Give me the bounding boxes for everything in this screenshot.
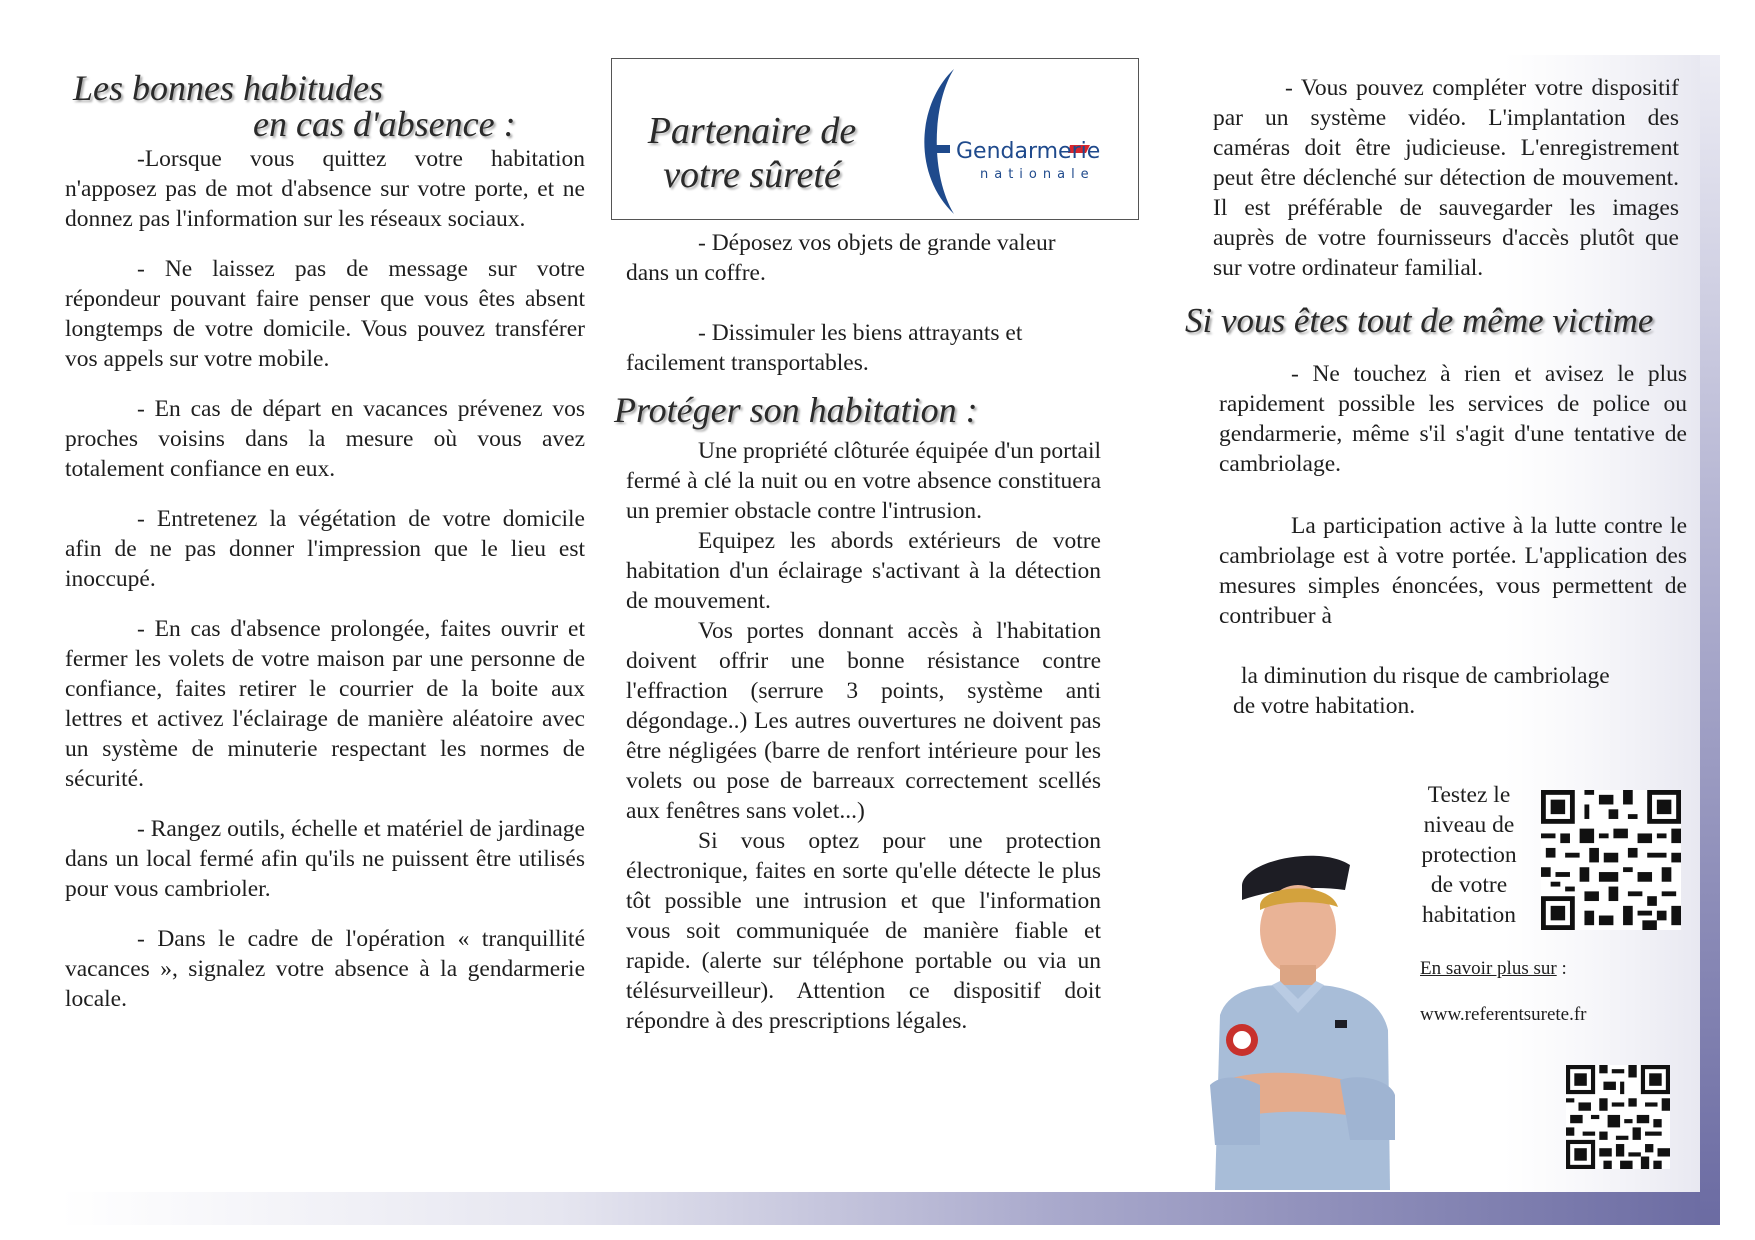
test-line-3: protection [1421, 842, 1517, 868]
bottom-gradient-strip [60, 1192, 1720, 1225]
partner-banner [611, 58, 1139, 220]
test-line-5: habitation [1422, 902, 1516, 928]
paragraph-victim: - Ne touchez à rien et avisez le plus rapidement possible les services de police ou gendarmerie, même s'il s'agit d'une tentative de cambriolage. [1219, 361, 1687, 477]
heading-line-2: en cas d'absence : [253, 104, 516, 144]
paragraph-lighting: Equipez les abords extérieurs de votre habitation d'un éclairage s'activant à la détection de mouvement. [626, 528, 1101, 614]
paragraph-doors: Vos portes donnant accès à l'habitation doivent offrir une bonne résistance contre l'effraction (serrure 3 points, système anti dégondage..) Les autres ouvertures ne doivent pas être négligées (barre de renfort intérieure pour les volets ou pose de barreaux correctement scellés aux fenêtres sans volet...) [626, 618, 1101, 824]
more-info-colon: : [1556, 958, 1567, 979]
test-line-4: de votre [1430, 872, 1508, 898]
qr-code-website-icon[interactable] [1566, 1065, 1670, 1169]
website-url[interactable]: www.referentsurete.fr [1420, 1004, 1587, 1025]
heading-victim: Si vous êtes tout de même victime [1185, 301, 1654, 340]
paragraph-vegetation: - Entretenez la végétation de votre domicile afin de ne pas donner l'impression que le lieu est inoccupé. [65, 506, 585, 592]
diminution-line-2: de votre habitation. [1233, 693, 1416, 719]
paragraph-answering-machine: - Ne laissez pas de message sur votre répondeur pouvant faire penser que vous êtes absent longtemps de votre domicile. Vous pouvez transférer vos appels sur votre mobile. [65, 256, 585, 372]
paragraph-safe: - Déposez vos objets de grande valeur dans un coffre. [626, 230, 1056, 286]
logo-word: Gendarmerie [956, 139, 1101, 164]
heading-protect-home: Protéger son habitation : [614, 390, 978, 430]
paragraph-neighbours: - En cas de départ en vacances prévenez vos proches voisins dans la mesure où vous avez totalement confiance en eux. [65, 396, 585, 482]
diminution-line-1: la diminution du risque de cambriolage [1241, 663, 1610, 689]
gendarme-portrait-icon [1200, 845, 1400, 1190]
partner-title [632, 109, 872, 197]
paragraph-hide-goods: - Dissimuler les biens attrayants et facilement transportables. [626, 320, 1023, 376]
column-middle [614, 228, 1101, 1036]
paragraph-prolonged-absence: - En cas d'absence prolongée, faites ouvrir et fermer les volets de votre maison par une personne de confiance, faites retirer le courrier de la boite aux lettres et activez l'éclairage de manière aléatoire avec un système de minuterie respectant les normes de sécurité. [65, 616, 585, 792]
right-gradient-strip [1700, 55, 1720, 1225]
heading-line-1: Les bonnes habitudes [73, 68, 383, 108]
paragraph-video: - Vous pouvez compléter votre dispositif par un système vidéo. L'implantation des caméras doit être judicieuse. L'enregistrement peut être déclenché sur détection de mouvement. Il est préférable de sauvegarder les images auprès de votre fournisseurs d'accès plutôt que sur votre ordinateur familial. [1213, 75, 1679, 281]
logo-subword: nationale [980, 167, 1095, 182]
partner-title-line-2: votre sûreté [663, 154, 841, 196]
qr-code-test-icon[interactable] [1540, 790, 1682, 930]
test-protection-text [1404, 780, 1534, 930]
partner-title-line-1: Partenaire de [647, 110, 857, 152]
column-left [65, 70, 585, 1014]
paragraph-fenced-property: Une propriété clôturée équipée d'un portail fermé à clé la nuit ou en votre absence constituera un premier obstacle contre l'intrusion. [626, 438, 1101, 524]
paragraph-tools: - Rangez outils, échelle et matériel de jardinage dans un local fermé afin qu'ils ne puissent être utilisés pour vous cambrioler. [65, 816, 585, 902]
paragraph-absence-notice: -Lorsque vous quittez votre habitation n'apposez pas de mot d'absence sur votre porte, et ne donnez pas l'information sur les réseaux sociaux. [65, 146, 585, 232]
paragraph-electronic-protection: Si vous optez pour une protection électronique, faites en sorte qu'elle détecte le plus tôt possible une intrusion et que l'information vous soit communiquée de manière fiable et rapide. (alerte sur téléphone portable ou via un télésurveilleur). Attention ce dispositif doit répondre à des prescriptions légales. [626, 828, 1101, 1034]
paragraph-operation-vacances: - Dans le cadre de l'opération « tranquillité vacances », signalez votre absence à la gendarmerie locale. [65, 926, 585, 1012]
paragraph-participation: La participation active à la lutte contre le cambriolage est à votre portée. L'application des mesures simples énoncées, vous permettent de contribuer à [1219, 513, 1687, 629]
more-info-link-label[interactable]: En savoir plus sur [1420, 958, 1557, 979]
test-line-1: Testez le [1427, 782, 1511, 808]
more-info-label [1420, 958, 1567, 980]
column-right [1185, 73, 1687, 721]
heading-good-habits [73, 70, 585, 142]
test-line-2: niveau de [1423, 812, 1515, 838]
diminution-text [1233, 661, 1677, 721]
